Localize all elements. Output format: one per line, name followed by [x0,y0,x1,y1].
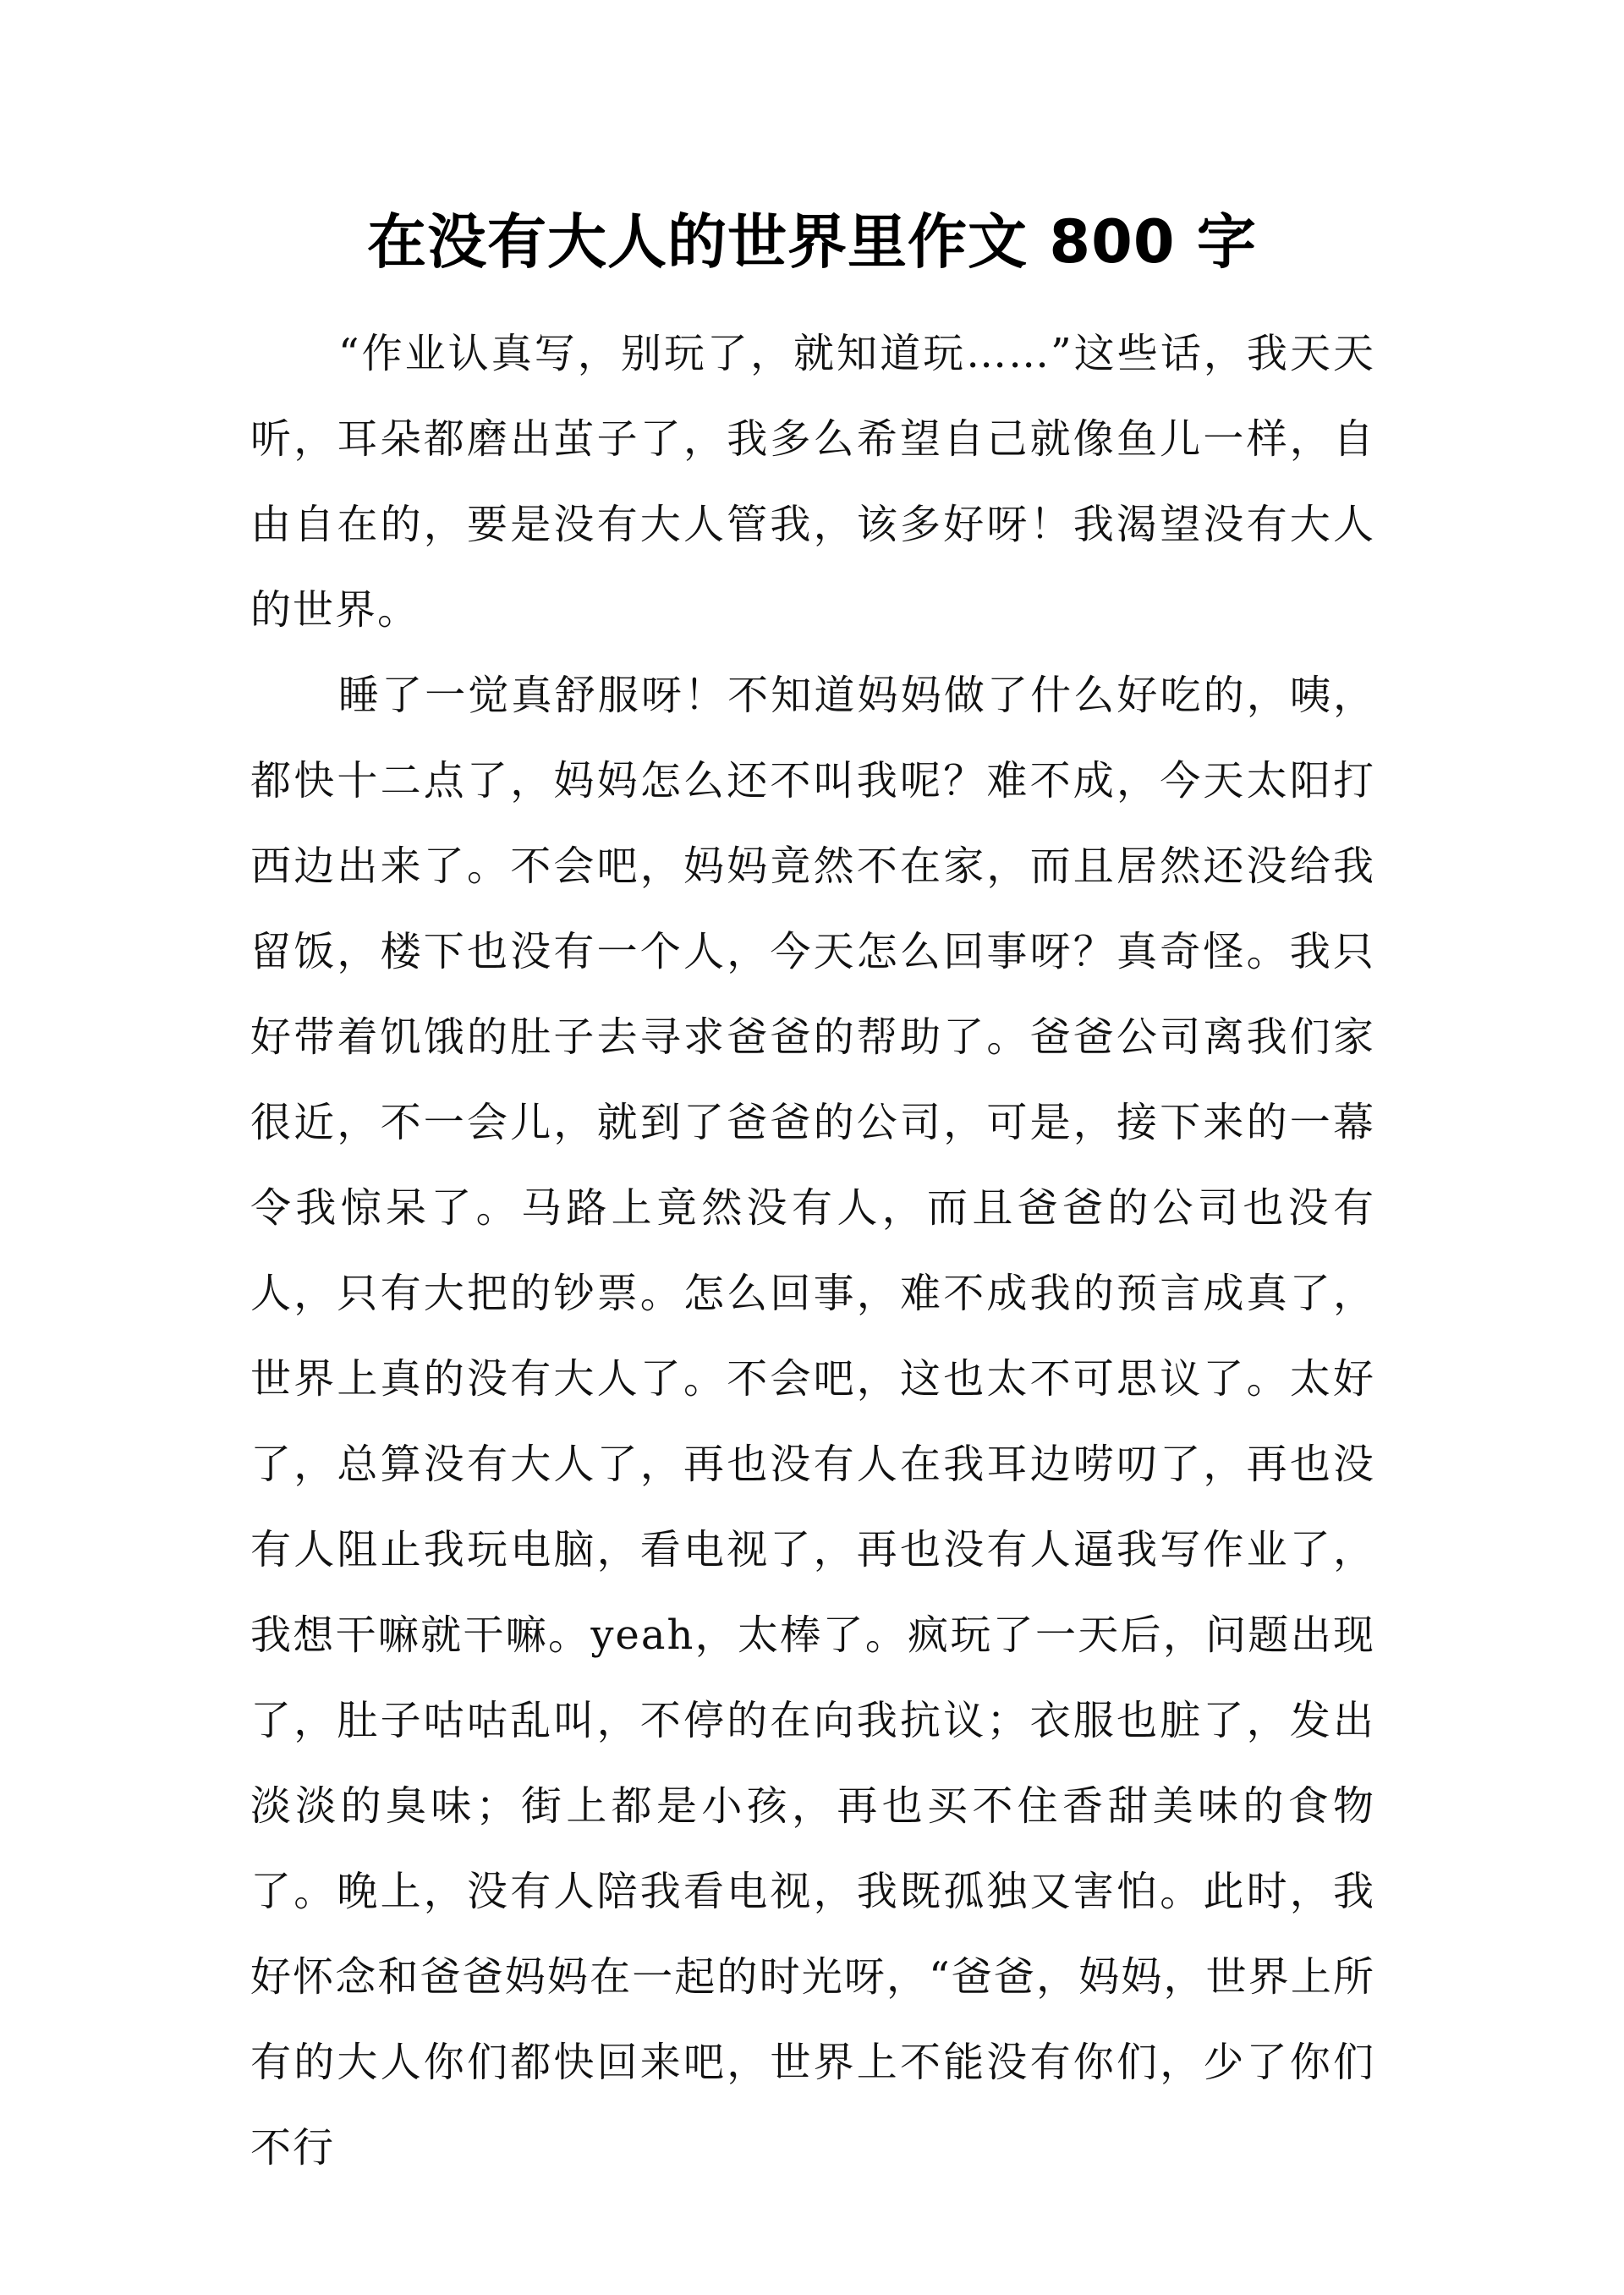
paragraph-2: 睡了一觉真舒服呀！不知道妈妈做了什么好吃的，咦，都快十二点了，妈妈怎么还不叫我呢？难不成，今天太阳打西边出来了。不会吧，妈妈竟然不在家，而且居然还没给我留饭，楼下也没有一个人，今天怎么回事呀？真奇怪。我只好带着饥饿的肚子去寻求爸爸的帮助了。爸爸公司离我们家很近，不一会儿，就到了爸爸的公司，可是，接下来的一幕令我惊呆了。马路上竟然没有人，而且爸爸的公司也没有人，只有大把的钞票。怎么回事，难不成我的预言成真了，世界上真的没有大人了。不会吧，这也太不可思议了。太好了，总算没有大人了，再也没有人在我耳边唠叨了，再也没有人阻止我玩电脑，看电视了，再也没有人逼我写作业了，我想干嘛就干嘛。yeah，太棒了。疯玩了一天后，问题出现了，肚子咕咕乱叫，不停的在向我抗议；衣服也脏了，发出淡淡的臭味；街上都是小孩，再也买不住香甜美味的食物了。晚上，没有人陪我看电视，我既孤独又害怕。此时，我好怀念和爸爸妈妈在一起的时光呀，“爸爸，妈妈，世界上所有的大人你们都快回来吧，世界上不能没有你们，少了你们不行 [250,672,1375,2171]
paragraph-1: “作业认真写，别玩了，就知道玩……”这些话，我天天听，耳朵都磨出茧子了，我多么希望自己就像鱼儿一样，自由自在的，要是没有大人管我，该多好呀！我渴望没有大人的世界。 [250,330,1375,634]
document-body [250,311,1375,2191]
document-title: 在没有大人的世界里作文 800 字 [367,207,1257,277]
